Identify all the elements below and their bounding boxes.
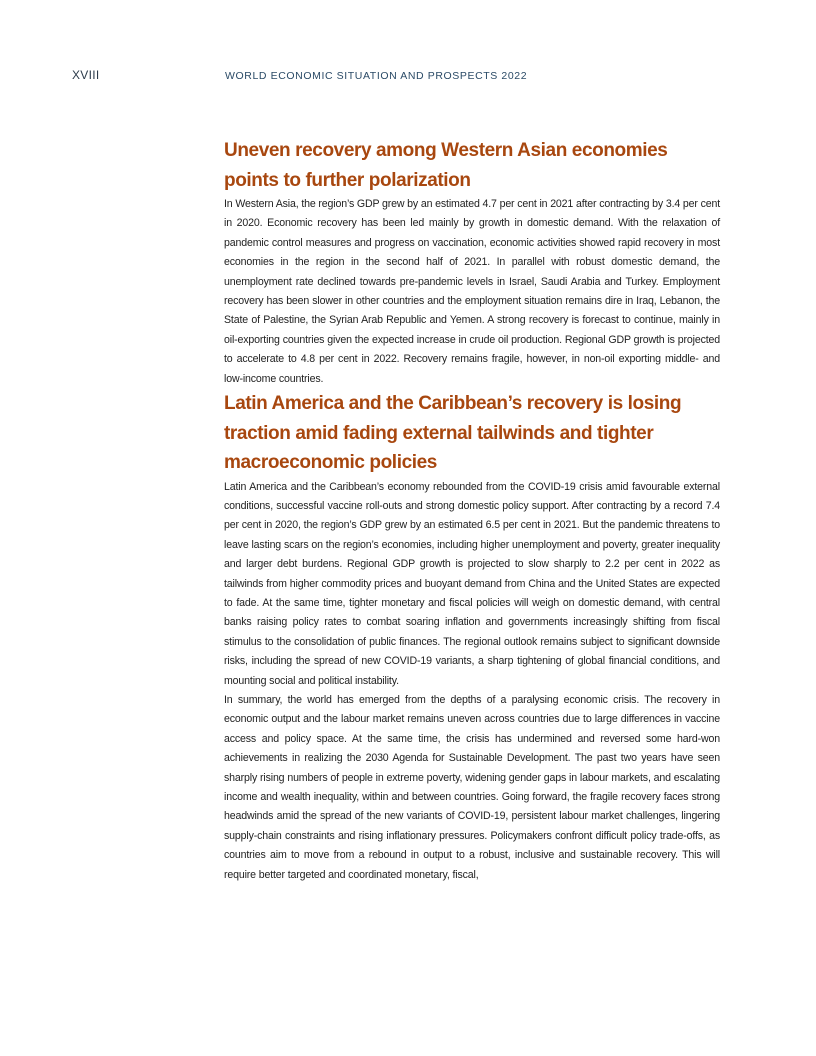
page-number: XVIII: [72, 68, 100, 82]
running-header: WORLD ECONOMIC SITUATION AND PROSPECTS 2022: [225, 70, 528, 82]
latin-america-heading: Latin America and the Caribbean’s recovery is losing traction amid fading external tailwinds and tighter macroeconomic policies: [224, 393, 682, 474]
main-content: [224, 136, 720, 885]
summary-paragraph: In summary, the world has emerged from the depths of a paralysing economic crisis. The recovery in economic output and the labour market remains uneven across countries due to large differences in vaccine access and policy space. At the same time, the crisis has undermined and reversed some hard-won achievements in realizing the 2030 Agenda for Sustainable Development. The past two years have seen sharply rising numbers of people in extreme poverty, widening gender gaps in labour markets, and escalating income and wealth inequality, within and between countries. Going forward, the fragile recovery faces strong headwinds amid the spread of the new variants of COVID-19, persistent labour market challenges, lingering supply-chain constraints and rising inflationary pressures. Policymakers confront difficult policy trade-offs, as countries aim to move from a rebound in output to a robust, inclusive and sustainable recovery. This will require better targeted and coordinated monetary, fiscal,: [224, 694, 720, 881]
western-asia-heading: Uneven recovery among Western Asian economies points to further polarization: [224, 140, 668, 191]
western-asia-paragraph: In Western Asia, the region’s GDP grew by an estimated 4.7 per cent in 2021 after contracting by 3.4 per cent in 2020. Economic recovery has been led mainly by growth in domestic demand. With the relaxation of pandemic control measures and progress on vaccination, economic activities showed rapid recovery in most economies in the region in the second half of 2021. In parallel with robust domestic demand, the unemployment rate declined towards pre-pandemic levels in Israel, Saudi Arabia and Turkey. Employment recovery has been slower in other countries and the employment situation remains dire in Iraq, Lebanon, the State of Palestine, the Syrian Arab Republic and Yemen. A strong recovery is forecast to continue, mainly in oil-exporting countries given the expected increase in crude oil production. Regional GDP growth is projected to accelerate to 4.8 per cent in 2022. Recovery remains fragile, however, in non-oil exporting middle- and low-income countries.: [224, 198, 720, 385]
latin-america-paragraph: Latin America and the Caribbean’s economy rebounded from the COVID-19 crisis amid favourable external conditions, successful vaccine roll-outs and strong domestic policy support. After contracting by a record 7.4 per cent in 2020, the region’s GDP grew by an estimated 6.5 per cent in 2021. But the pandemic threatens to leave lasting scars on the region’s economies, including higher unemployment and poverty, greater inequality and larger debt burdens. Regional GDP growth is projected to slow sharply to 2.2 per cent in 2022 as tailwinds from higher commodity prices and buoyant demand from China and the United States are expected to fade. At the same time, tighter monetary and fiscal policies will weigh on domestic demand, with central banks raising policy rates to combat soaring inflation and governments increasingly shifting from fiscal stimulus to the consolidation of public finances. The regional outlook remains subject to significant downside risks, including the spread of new COVID-19 variants, a sharp tightening of global financial conditions, and mounting social and political instability.: [224, 480, 720, 687]
